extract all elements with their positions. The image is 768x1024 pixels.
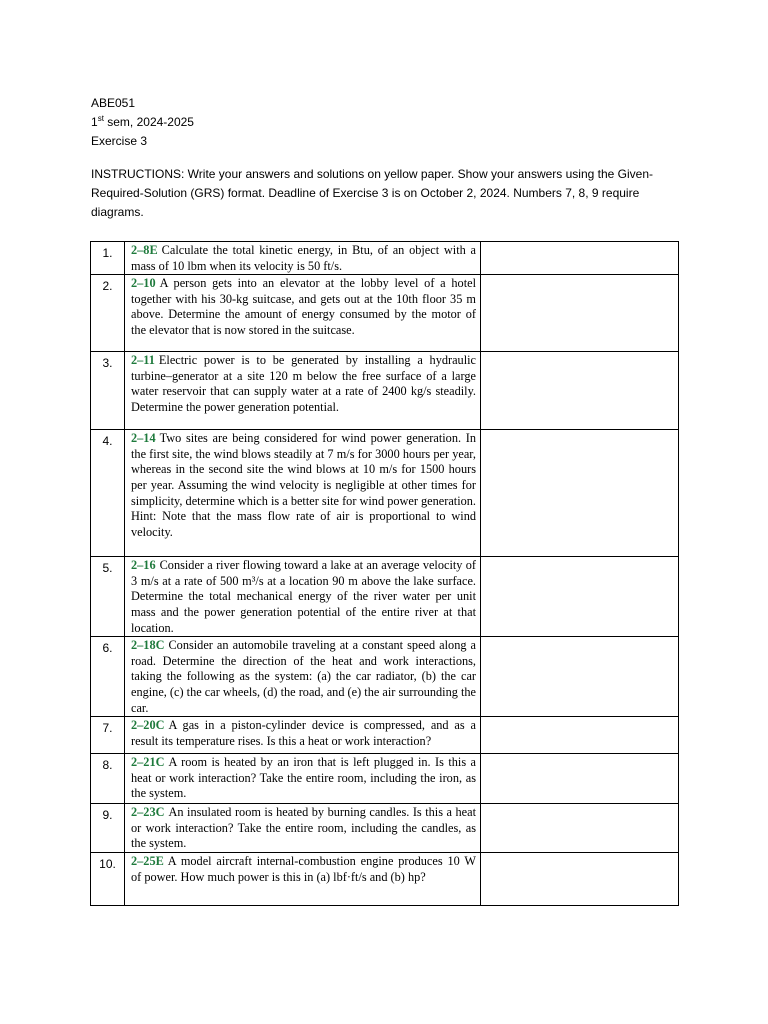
problem-row bbox=[91, 804, 679, 853]
semester-line bbox=[91, 113, 194, 132]
problem-number: 2. bbox=[91, 275, 125, 352]
problem-number: 6. bbox=[91, 637, 125, 717]
problem-text: A gas in a piston-cylinder device is compressed, and as a result its temperature rises. Is this a heat or work interaction? bbox=[131, 718, 476, 748]
problem-row bbox=[91, 637, 679, 717]
answer-cell bbox=[481, 242, 679, 275]
problem-row bbox=[91, 275, 679, 352]
exercise-table bbox=[90, 241, 679, 906]
problem-number: 9. bbox=[91, 804, 125, 853]
problem-cell bbox=[125, 637, 481, 717]
problem-text: Electric power is to be generated by installing a hydraulic turbine–generator at a site 120 m below the free surface of a large water reservoir that can supply water at a rate of 2400 kg/s steadily. Determine the power generation potential. bbox=[131, 353, 476, 414]
answer-cell bbox=[481, 717, 679, 754]
answer-cell bbox=[481, 275, 679, 352]
problem-row bbox=[91, 242, 679, 275]
problem-id: 2–20C bbox=[131, 718, 165, 733]
answer-cell bbox=[481, 754, 679, 804]
problem-text: Two sites are being considered for wind power generation. In the first site, the wind blows steadily at 7 m/s for 3000 hours per year, whereas in the second site the wind blows at 10 m/s for 1500 hours per year. Assuming the wind velocity is negligible at other times for simplicity, determine which is a better site for wind power generation. Hint: Note that the mass flow rate of air is proportional to wind velocity. bbox=[131, 431, 476, 539]
answer-cell bbox=[481, 853, 679, 906]
problem-cell bbox=[125, 853, 481, 906]
problem-text: Calculate the total kinetic energy, in Btu, of an object with a mass of 10 lbm when its velocity is 50 ft/s. bbox=[131, 243, 476, 273]
answer-cell bbox=[481, 352, 679, 430]
problem-id: 2–21C bbox=[131, 755, 165, 770]
problem-text: An insulated room is heated by burning candles. Is this a heat or work interaction? Take the entire room, including the candles, as the system. bbox=[131, 805, 476, 851]
problem-cell bbox=[125, 754, 481, 804]
problem-cell bbox=[125, 242, 481, 275]
problem-text: A room is heated by an iron that is left plugged in. Is this a heat or work interaction? Take the entire room, including the iron, as the system. bbox=[131, 755, 476, 801]
problem-id: 2–14 bbox=[131, 431, 156, 446]
problem-id: 2–23C bbox=[131, 805, 165, 820]
problem-cell bbox=[125, 430, 481, 557]
problem-id: 2–16 bbox=[131, 558, 156, 573]
answer-cell bbox=[481, 637, 679, 717]
problem-text: A model aircraft internal-combustion engine produces 10 W of power. How much power is this in (a) lbf·ft/s and (b) hp? bbox=[131, 854, 476, 884]
problem-number: 7. bbox=[91, 717, 125, 754]
semester-ordinal: st bbox=[97, 114, 104, 123]
problem-row bbox=[91, 430, 679, 557]
answer-cell bbox=[481, 557, 679, 637]
problem-row bbox=[91, 557, 679, 637]
problem-id: 2–11 bbox=[131, 353, 155, 368]
problem-row bbox=[91, 717, 679, 754]
problem-id: 2–10 bbox=[131, 276, 156, 291]
document-header bbox=[91, 94, 194, 151]
problem-number: 10. bbox=[91, 853, 125, 906]
problem-number: 4. bbox=[91, 430, 125, 557]
answer-cell bbox=[481, 804, 679, 853]
problem-cell bbox=[125, 275, 481, 352]
problem-id: 2–8E bbox=[131, 243, 158, 257]
problem-number: 8. bbox=[91, 754, 125, 804]
problem-number: 3. bbox=[91, 352, 125, 430]
problem-text: A person gets into an elevator at the lobby level of a hotel together with his 30-kg suitcase, and gets out at the 10th floor 35 m above. Determine the amount of energy consumed by the motor of the elevator that is now stored in the suitcase. bbox=[131, 276, 476, 337]
problem-row bbox=[91, 352, 679, 430]
problem-text: Consider an automobile traveling at a constant speed along a road. Determine the direction of the heat and work interactions, taking the following as the system: (a) the car radiator, (b) the car engine, (c) the car wheels, (d) the road, and (e) the air surrounding the car. bbox=[131, 638, 476, 715]
problem-cell bbox=[125, 557, 481, 637]
semester-text: sem, 2024-2025 bbox=[103, 115, 194, 129]
problem-number: 1. bbox=[91, 242, 125, 275]
problem-text: Consider a river flowing toward a lake at an average velocity of 3 m/s at a rate of 500 m³/s at a location 90 m above the lake surface. Determine the total mechanical energy of the river water per unit mass and the power generation potential of the entire river at that location. bbox=[131, 558, 476, 635]
problem-id: 2–25E bbox=[131, 854, 164, 869]
problem-id: 2–18C bbox=[131, 638, 165, 653]
problem-row bbox=[91, 853, 679, 906]
course-code: ABE051 bbox=[91, 96, 136, 110]
problem-cell bbox=[125, 717, 481, 754]
semester-number: 1 bbox=[91, 115, 98, 129]
instructions-paragraph: INSTRUCTIONS: Write your answers and solutions on yellow paper. Show your answers using the Given-Required-Solution (GRS) format. Deadline of Exercise 3 is on October 2, 2024. Numbers 7, 8, 9 require diagrams. bbox=[91, 167, 654, 219]
problem-cell bbox=[125, 352, 481, 430]
problem-row bbox=[91, 754, 679, 804]
problem-number: 5. bbox=[91, 557, 125, 637]
answer-cell bbox=[481, 430, 679, 557]
exercise-title: Exercise 3 bbox=[91, 134, 148, 148]
problem-cell bbox=[125, 804, 481, 853]
